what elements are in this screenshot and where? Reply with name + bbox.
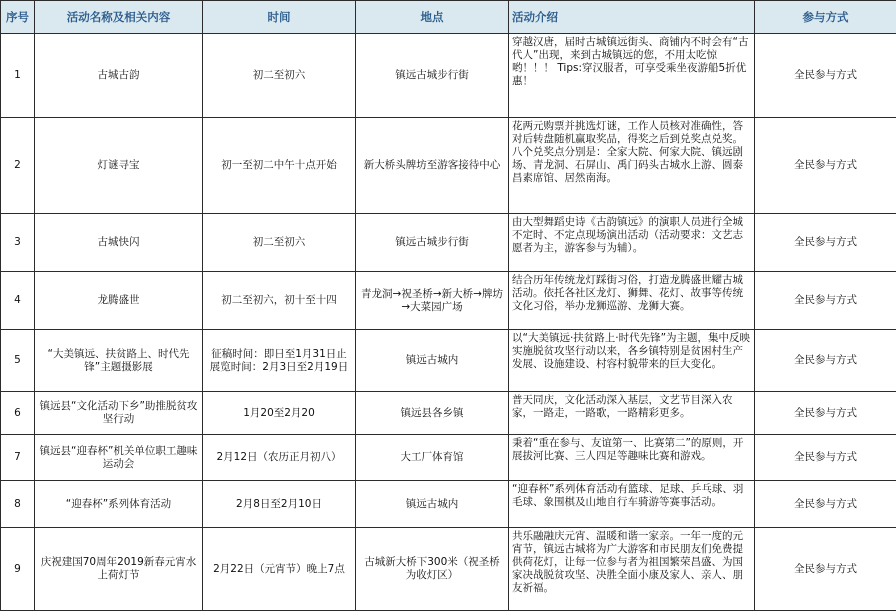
table-row — [0, 392, 896, 435]
row-mode: 全民参与方式 — [755, 330, 896, 392]
row-mode: 全民参与方式 — [755, 272, 896, 330]
row-name: 龙腾盛世 — [35, 272, 203, 330]
row-time: 2月12日（农历正月初八） — [203, 435, 356, 481]
row-time: 初二至初六 — [203, 214, 356, 272]
row-time: 初二至初六，初十至十四 — [203, 272, 356, 330]
row-place: 新大桥头牌坊至游客接待中心 — [356, 118, 509, 214]
row-place: 镇远县各乡镇 — [356, 392, 509, 435]
row-intro: 以“大美镇远·扶贫路上·时代先锋”为主题，集中反映实施脱贫攻坚行动以来，各乡镇特别是贫困村生产发展、设施建设、村容村貌带来的巨大变化。 — [509, 330, 755, 392]
header-no: 序号 — [0, 0, 35, 34]
row-place: 青龙洞→祝圣桥→新大桥→牌坊→大菜园广场 — [356, 272, 509, 330]
row-place: 镇远古城步行街 — [356, 214, 509, 272]
row-time: 2月8日至2月10日 — [203, 481, 356, 528]
row-name: 庆祝建国70周年2019新春元宵水上荷灯节 — [35, 528, 203, 611]
row-mode: 全民参与方式 — [755, 481, 896, 528]
row-time: 初一至初二中午十点开始 — [203, 118, 356, 214]
row-time: 初二至初六 — [203, 34, 356, 118]
row-intro: 秉着“重在参与、友谊第一、比赛第二”的原则，开展拔河比赛、三人四足等趣味比赛和游戏。 — [509, 435, 755, 481]
row-place: 镇远古城步行街 — [356, 34, 509, 118]
row-no: 3 — [0, 214, 35, 272]
table-row — [0, 272, 896, 330]
table-row — [0, 435, 896, 481]
row-intro: 普天同庆，文化活动深入基层，文艺节目深入农家，一路走，一路歌，一路精彩更多。 — [509, 392, 755, 435]
row-intro: 共乐融融庆元宵、温暖和谐一家亲。一年一度的元宵节，镇远古城将为广大游客和市民朋友们免费提供荷花灯，让每一位参与者为祖国繁荣昌盛、为国家决战脱贫攻坚、决胜全面小康及家人、亲人、朋友祈福。 — [509, 528, 755, 611]
header-name: 活动名称及相关内容 — [35, 0, 203, 34]
table-row — [0, 528, 896, 611]
row-mode: 全民参与方式 — [755, 392, 896, 435]
row-name: 古城快闪 — [35, 214, 203, 272]
row-name: 镇远县“迎春杯”机关单位职工趣味运动会 — [35, 435, 203, 481]
row-intro: 由大型舞蹈史诗《古韵镇远》的演职人员进行全城不定时、不定点现场演出活动（活动要求：文艺志愿者为主，游客参与为辅）。 — [509, 214, 755, 272]
row-name: 镇远县“文化活动下乡”助推脱贫攻坚行动 — [35, 392, 203, 435]
table-row — [0, 214, 896, 272]
row-name: “迎春杯”系列体育活动 — [35, 481, 203, 528]
row-no: 9 — [0, 528, 35, 611]
table-header-row — [0, 0, 896, 34]
header-mode: 参与方式 — [755, 0, 896, 34]
row-no: 8 — [0, 481, 35, 528]
row-place: 镇远古城内 — [356, 330, 509, 392]
row-intro: 花两元购票并挑选灯谜，工作人员核对准确性，答对后转盘随机赢取奖品，得奖之后到兑奖点兑奖。八个兑奖点分别是：全家大院、何家大院、镇远剧场、青龙洞、石屏山、禹门码头古城水上游、圆泰昌素席馆、居然南海。 — [509, 118, 755, 214]
row-no: 5 — [0, 330, 35, 392]
row-mode: 全民参与方式 — [755, 435, 896, 481]
table-row — [0, 118, 896, 214]
row-intro: 结合历年传统龙灯踩街习俗，打造龙腾盛世耀古城活动。依托各社区龙灯、狮舞、花灯、故事等传统文化习俗，举办龙狮巡游、龙狮大赛。 — [509, 272, 755, 330]
row-mode: 全民参与方式 — [755, 34, 896, 118]
row-no: 7 — [0, 435, 35, 481]
row-time: 征稿时间：即日至1月31日止 展览时间：2月3日至2月19日 — [203, 330, 356, 392]
table-row — [0, 34, 896, 118]
row-place: 大工厂体育馆 — [356, 435, 509, 481]
row-mode: 全民参与方式 — [755, 528, 896, 611]
row-time: 1月20至2月20 — [203, 392, 356, 435]
row-no: 6 — [0, 392, 35, 435]
row-place: 古城新大桥下300米（祝圣桥为收灯区） — [356, 528, 509, 611]
row-intro: 穿越汉唐，届时古城镇远街头、商铺内不时会有“古代人”出现，来到古城镇远的您，不用太吃惊哟！！！ Tips:穿汉服者，可享受乘坐夜游船5折优惠！ — [509, 34, 755, 118]
table-row — [0, 330, 896, 392]
row-intro: “迎春杯”系列体育活动有篮球、足球、乒乓球、羽毛球、象围棋及山地自行车骑游等赛事活动。 — [509, 481, 755, 528]
row-mode: 全民参与方式 — [755, 214, 896, 272]
row-name: 古城古韵 — [35, 34, 203, 118]
row-mode: 全民参与方式 — [755, 118, 896, 214]
row-name: “大美镇远、扶贫路上、时代先锋”主题摄影展 — [35, 330, 203, 392]
row-no: 2 — [0, 118, 35, 214]
row-no: 4 — [0, 272, 35, 330]
row-name: 灯谜寻宝 — [35, 118, 203, 214]
row-place: 镇远古城内 — [356, 481, 509, 528]
row-no: 1 — [0, 34, 35, 118]
row-time: 2月22日（元宵节）晚上7点 — [203, 528, 356, 611]
header-place: 地点 — [356, 0, 509, 34]
header-intro: 活动介绍 — [509, 0, 755, 34]
table-row — [0, 481, 896, 528]
header-time: 时间 — [203, 0, 356, 34]
